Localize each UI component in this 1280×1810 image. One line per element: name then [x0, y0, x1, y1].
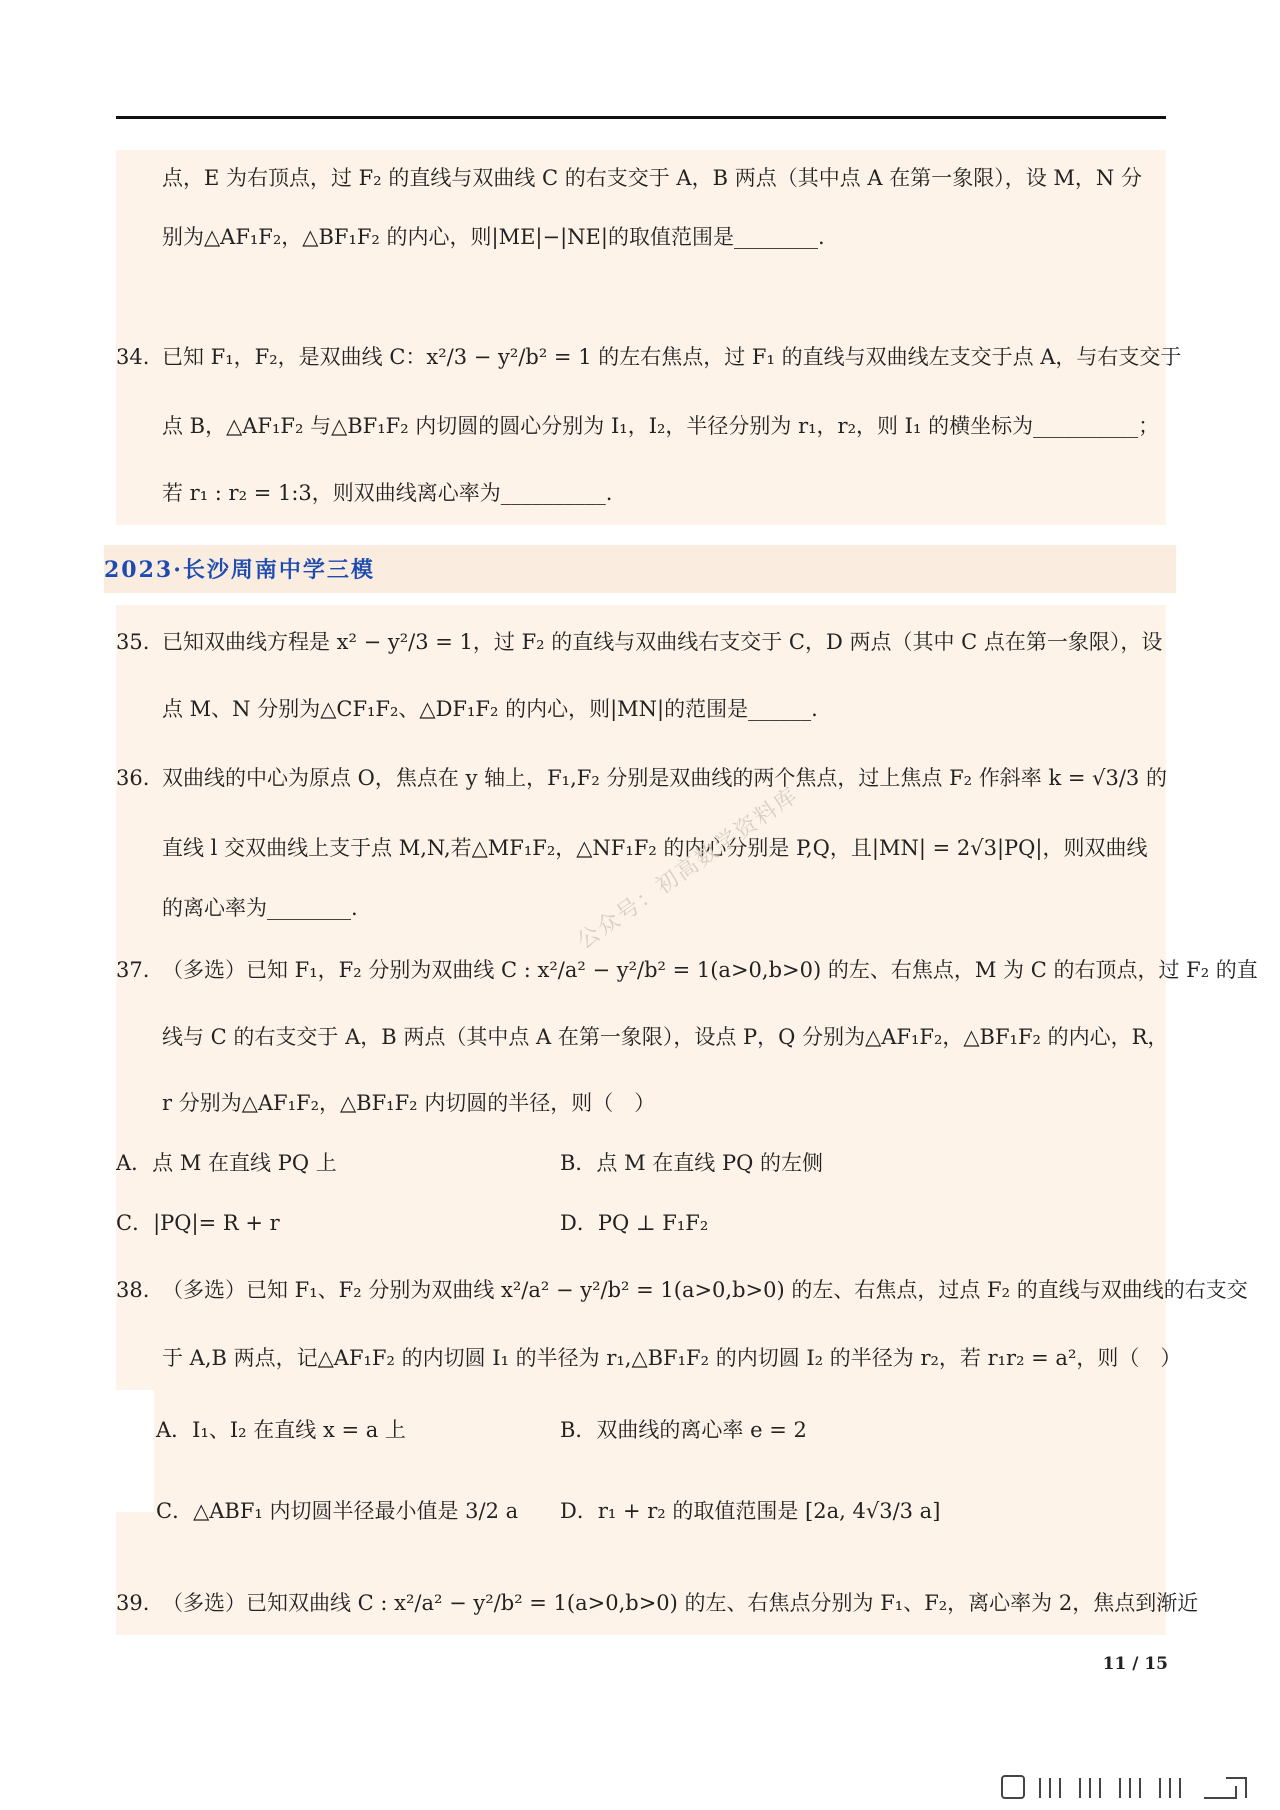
q39-number: 39.: [116, 1591, 150, 1615]
q37-number: 37.: [116, 958, 150, 982]
q35-line-1: 已知双曲线方程是 x² − y²/3 = 1，过 F₂ 的直线与双曲线右支交于 C，D 两点（其中 C 点在第一象限），设: [162, 630, 1163, 654]
viewer-toolbar-icons[interactable]: [1000, 1772, 1260, 1802]
q34-line-2: 点 B，△AF₁F₂ 与△BF₁F₂ 内切圆的圆心分别为 I₁，I₂，半径分别为 r₁，r₂，则 I₁ 的横坐标为__________；: [162, 414, 1160, 438]
q38-option-b: B．双曲线的离心率 e = 2: [560, 1418, 807, 1442]
q39-line-1: （多选）已知双曲线 C : x²/a² − y²/b² = 1(a>0,b>0) 的左、右焦点分别为 F₁、F₂，离心率为 2，焦点到渐近: [162, 1591, 1199, 1615]
q33-line-2: 别为△AF₁F₂，△BF₁F₂ 的内心，则|ME|−|NE|的取值范围是________.: [162, 225, 825, 249]
q37-option-d: D．PQ ⊥ F₁F₂: [560, 1211, 709, 1235]
question-panel-top: [116, 150, 1166, 525]
q37-option-b: B．点 M 在直线 PQ 的左侧: [560, 1151, 823, 1175]
question-panel-main: [116, 605, 1169, 1635]
q37-line-3: r 分别为△AF₁F₂，△BF₁F₂ 内切圆的半径，则（ ）: [162, 1091, 656, 1115]
panel-notch: [116, 1390, 154, 1512]
section-heading: 2023·长沙周南中学三模: [104, 557, 375, 583]
q36-line-3: 的离心率为________.: [162, 896, 358, 920]
q36-number: 36.: [116, 766, 150, 790]
q34-line-1: 已知 F₁，F₂，是双曲线 C：x²/3 − y²/b² = 1 的左右焦点，过 F₁ 的直线与双曲线左支交于点 A，与右支交于: [162, 345, 1182, 369]
q37-option-c: C．|PQ|= R + r: [116, 1211, 280, 1235]
page-number: 11 / 15: [1102, 1654, 1168, 1674]
q37-line-1: （多选）已知 F₁，F₂ 分别为双曲线 C : x²/a² − y²/b² = 1(a>0,b>0) 的左、右焦点，M 为 C 的右顶点，过 F₂ 的直: [162, 958, 1258, 982]
watermark-text: 公众号：初高数学资料库: [572, 782, 804, 955]
header-rule: [116, 116, 1166, 119]
q35-line-2: 点 M、N 分别为△CF₁F₂、△DF₁F₂ 的内心，则|MN|的范围是______.: [162, 697, 818, 721]
q38-line-2: 于 A,B 两点，记△AF₁F₂ 的内切圆 I₁ 的半径为 r₁,△BF₁F₂ 的内切圆 I₂ 的半径为 r₂，若 r₁r₂ = a²，则（ ）: [162, 1346, 1182, 1370]
q36-line-1: 双曲线的中心为原点 O，焦点在 y 轴上，F₁,F₂ 分别是双曲线的两个焦点，过上焦点 F₂ 作斜率 k = √3/3 的: [162, 766, 1167, 790]
q37-option-a: A．点 M 在直线 PQ 上: [116, 1151, 337, 1175]
q33-line-1: 点，E 为右顶点，过 F₂ 的直线与双曲线 C 的右支交于 A，B 两点（其中点 A 在第一象限），设 M，N 分: [162, 166, 1142, 190]
q38-option-d: D．r₁ + r₂ 的取值范围是 [2a, 4√3/3 a]: [560, 1499, 941, 1523]
q38-line-1: （多选）已知 F₁、F₂ 分别为双曲线 x²/a² − y²/b² = 1(a>0,b>0) 的左、右焦点，过点 F₂ 的直线与双曲线的右支交: [162, 1278, 1248, 1302]
q34-line-3: 若 r₁ : r₂ = 1:3，则双曲线离心率为__________.: [162, 481, 613, 505]
q36-line-2: 直线 l 交双曲线上支于点 M,N,若△MF₁F₂，△NF₁F₂ 的内心分别是 P,Q，且|MN| = 2√3|PQ|，则双曲线: [162, 836, 1148, 860]
q38-option-c: C．△ABF₁ 内切圆半径最小值是 3/2 a: [156, 1499, 519, 1523]
q34-number: 34.: [116, 345, 150, 369]
q38-option-a: A．I₁、I₂ 在直线 x = a 上: [156, 1418, 406, 1442]
q38-number: 38.: [116, 1278, 150, 1302]
q37-line-2: 线与 C 的右支交于 A，B 两点（其中点 A 在第一象限），设点 P，Q 分别为△AF₁F₂，△BF₁F₂ 的内心，R，: [162, 1025, 1169, 1049]
q35-number: 35.: [116, 630, 150, 654]
